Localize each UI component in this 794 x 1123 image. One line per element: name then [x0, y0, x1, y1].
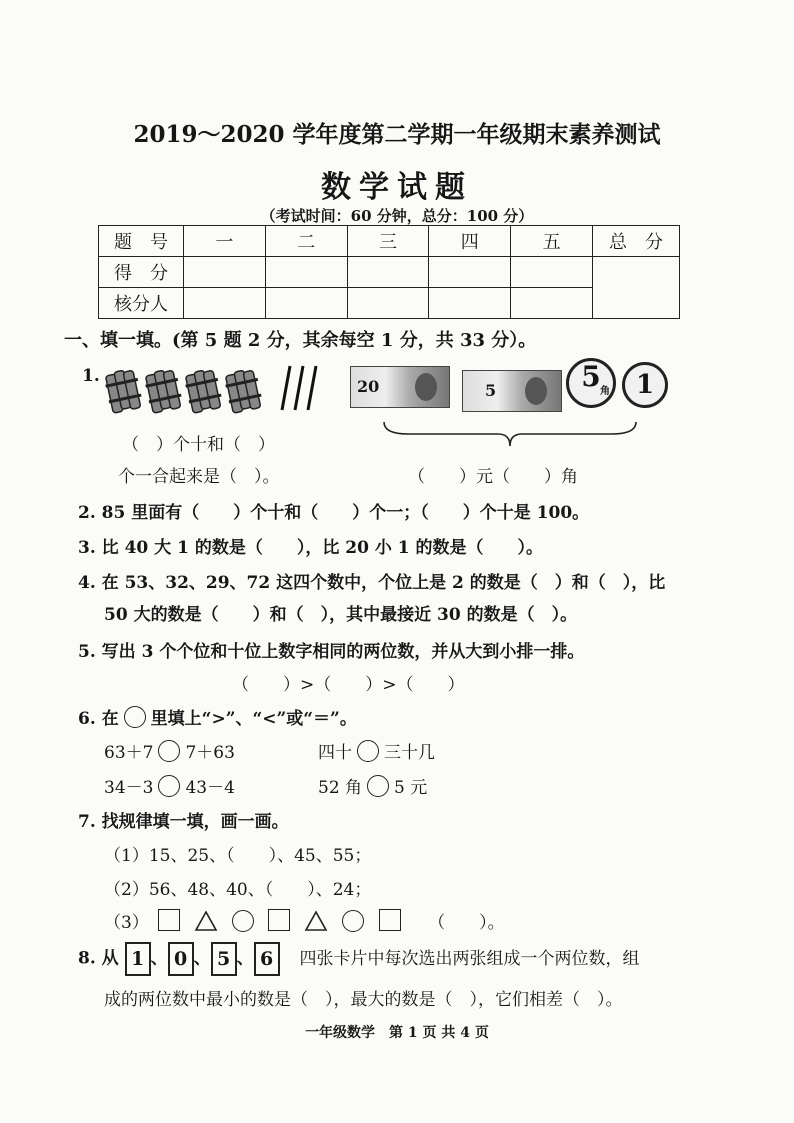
- question-6-prefix: 6. 在: [78, 709, 119, 729]
- question-8-prefix: 8. 从: [78, 948, 119, 969]
- page-footer: 一年级数学 第 1 页 共 4 页: [305, 1025, 489, 1041]
- number-card: 6: [254, 942, 280, 976]
- compare-circle[interactable]: [158, 740, 180, 762]
- section-1-title: 一、填一填。(第 5 题 2 分，其余每空 1 分，共 33 分）。: [64, 330, 537, 351]
- curly-brace-icon: [380, 418, 640, 448]
- five-jiao-coin-icon: [566, 358, 616, 408]
- column-header-3: 三: [347, 226, 429, 257]
- number-card: 5: [211, 942, 237, 976]
- compare-circle[interactable]: [357, 740, 379, 762]
- number-card: 0: [168, 942, 194, 976]
- compare-right: 三十几: [384, 743, 435, 763]
- score-cell[interactable]: [265, 257, 347, 288]
- compare-right: 5 元: [394, 778, 428, 798]
- compare-row: [104, 773, 235, 798]
- column-header-4: 四: [429, 226, 511, 257]
- question-7-line-3: [104, 908, 505, 933]
- row-label-question-number: 题 号: [99, 226, 184, 257]
- square-icon: [379, 909, 401, 931]
- column-header-2: 二: [265, 226, 347, 257]
- compare-left: 34－3: [104, 778, 154, 798]
- circle-icon: [124, 706, 146, 728]
- coin-value: 5: [581, 360, 601, 393]
- question-1-number: 1.: [82, 366, 100, 386]
- portrait-icon: [525, 377, 547, 405]
- question-8-line-2: 成的两位数中最小的数是（ ），最大的数是（ ），它们相差（ ）。: [104, 990, 623, 1010]
- question-5-answer: （ ）>（ ）>（ ）: [232, 675, 465, 695]
- exam-time-info: （考试时间：60 分钟，总分：100 分）: [260, 207, 534, 225]
- square-icon: [158, 909, 180, 931]
- compare-right: 7＋63: [185, 743, 235, 763]
- card-separator: 、: [150, 948, 168, 969]
- checker-cell[interactable]: [347, 288, 429, 319]
- one-yuan-coin-icon: [622, 362, 668, 408]
- checker-cell[interactable]: [184, 288, 266, 319]
- row-label-checker: 核分人: [99, 288, 184, 319]
- question-1-tens-ones: （ ）个十和（ ）: [122, 435, 275, 455]
- coin-value: 1: [635, 370, 655, 400]
- compare-circle[interactable]: [158, 775, 180, 797]
- portrait-icon: [415, 373, 437, 401]
- question-7-line-3-answer: （ ）。: [428, 913, 505, 933]
- column-header-total: 总 分: [593, 226, 680, 257]
- exam-title: 2019～2020 学年度第二学期一年级期末素养测试: [133, 121, 661, 148]
- circle-icon: [232, 910, 254, 932]
- question-4-line-2: 50 大的数是（ ）和（ ），其中最接近 30 的数是（ ）。: [104, 605, 578, 625]
- bundles-of-sticks-icon: [100, 358, 325, 416]
- checker-cell[interactable]: [429, 288, 511, 319]
- question-8-suffix: 四张卡片中每次选出两张组成一个两位数，组: [299, 948, 640, 969]
- question-7-line-1: （1）15、25、（ ）、45、55；: [104, 846, 372, 866]
- score-cell[interactable]: [511, 257, 593, 288]
- triangle-icon: [304, 910, 328, 932]
- checker-cell[interactable]: [511, 288, 593, 319]
- question-8-line-1: [78, 942, 640, 976]
- total-score-cell[interactable]: [593, 257, 680, 319]
- score-cell[interactable]: [184, 257, 266, 288]
- score-cell[interactable]: [347, 257, 429, 288]
- compare-right: 43－4: [185, 778, 235, 798]
- question-7-line-2: （2）56、48、40、（ ）、24；: [104, 880, 372, 900]
- square-icon: [268, 909, 290, 931]
- compare-left: 52 角: [318, 778, 363, 798]
- compare-left: 63＋7: [104, 743, 154, 763]
- circle-icon: [342, 910, 364, 932]
- score-cell[interactable]: [429, 257, 511, 288]
- number-card: 1: [125, 942, 151, 976]
- coin-unit: 角: [600, 386, 610, 397]
- question-1-money-answer: （ ）元（ ）角: [408, 467, 578, 487]
- row-label-score: 得 分: [99, 257, 184, 288]
- column-header-1: 一: [184, 226, 266, 257]
- question-2: 2. 85 里面有（ ）个十和（ ）个一；（ ）个十是 100。: [78, 503, 590, 523]
- twenty-yuan-bill-icon: [350, 366, 450, 408]
- question-5-line-1: 5. 写出 3 个个位和十位上数字相同的两位数，并从大到小排一排。: [78, 642, 585, 662]
- bill-value: 5: [485, 381, 497, 400]
- question-7-line-3-prefix: （3）: [104, 913, 149, 933]
- compare-left: 四十: [318, 743, 352, 763]
- five-yuan-bill-icon: [462, 370, 562, 412]
- bill-value: 20: [357, 377, 380, 396]
- score-table: [98, 225, 680, 319]
- card-separator: 、: [193, 948, 211, 969]
- question-7-title: 7. 找规律填一填，画一画。: [78, 812, 289, 832]
- compare-circle[interactable]: [367, 775, 389, 797]
- question-4-line-1: 4. 在 53、32、29、72 这四个数中，个位上是 2 的数是（ ）和（ ），比: [78, 573, 666, 593]
- card-separator: 、: [236, 948, 254, 969]
- question-6-suffix: 里填上“>”、“<”或“＝”。: [150, 709, 357, 729]
- compare-row: [318, 773, 427, 798]
- column-header-5: 五: [511, 226, 593, 257]
- question-1-sum: 个一合起来是（ ）。: [118, 467, 280, 487]
- exam-subtitle: 数学试题: [321, 170, 473, 205]
- question-6-title: [78, 704, 357, 729]
- compare-row: [104, 738, 235, 763]
- compare-row: [318, 738, 435, 763]
- triangle-icon: [194, 910, 218, 932]
- question-3: 3. 比 40 大 1 的数是（ ），比 20 小 1 的数是（ ）。: [78, 538, 543, 558]
- checker-cell[interactable]: [265, 288, 347, 319]
